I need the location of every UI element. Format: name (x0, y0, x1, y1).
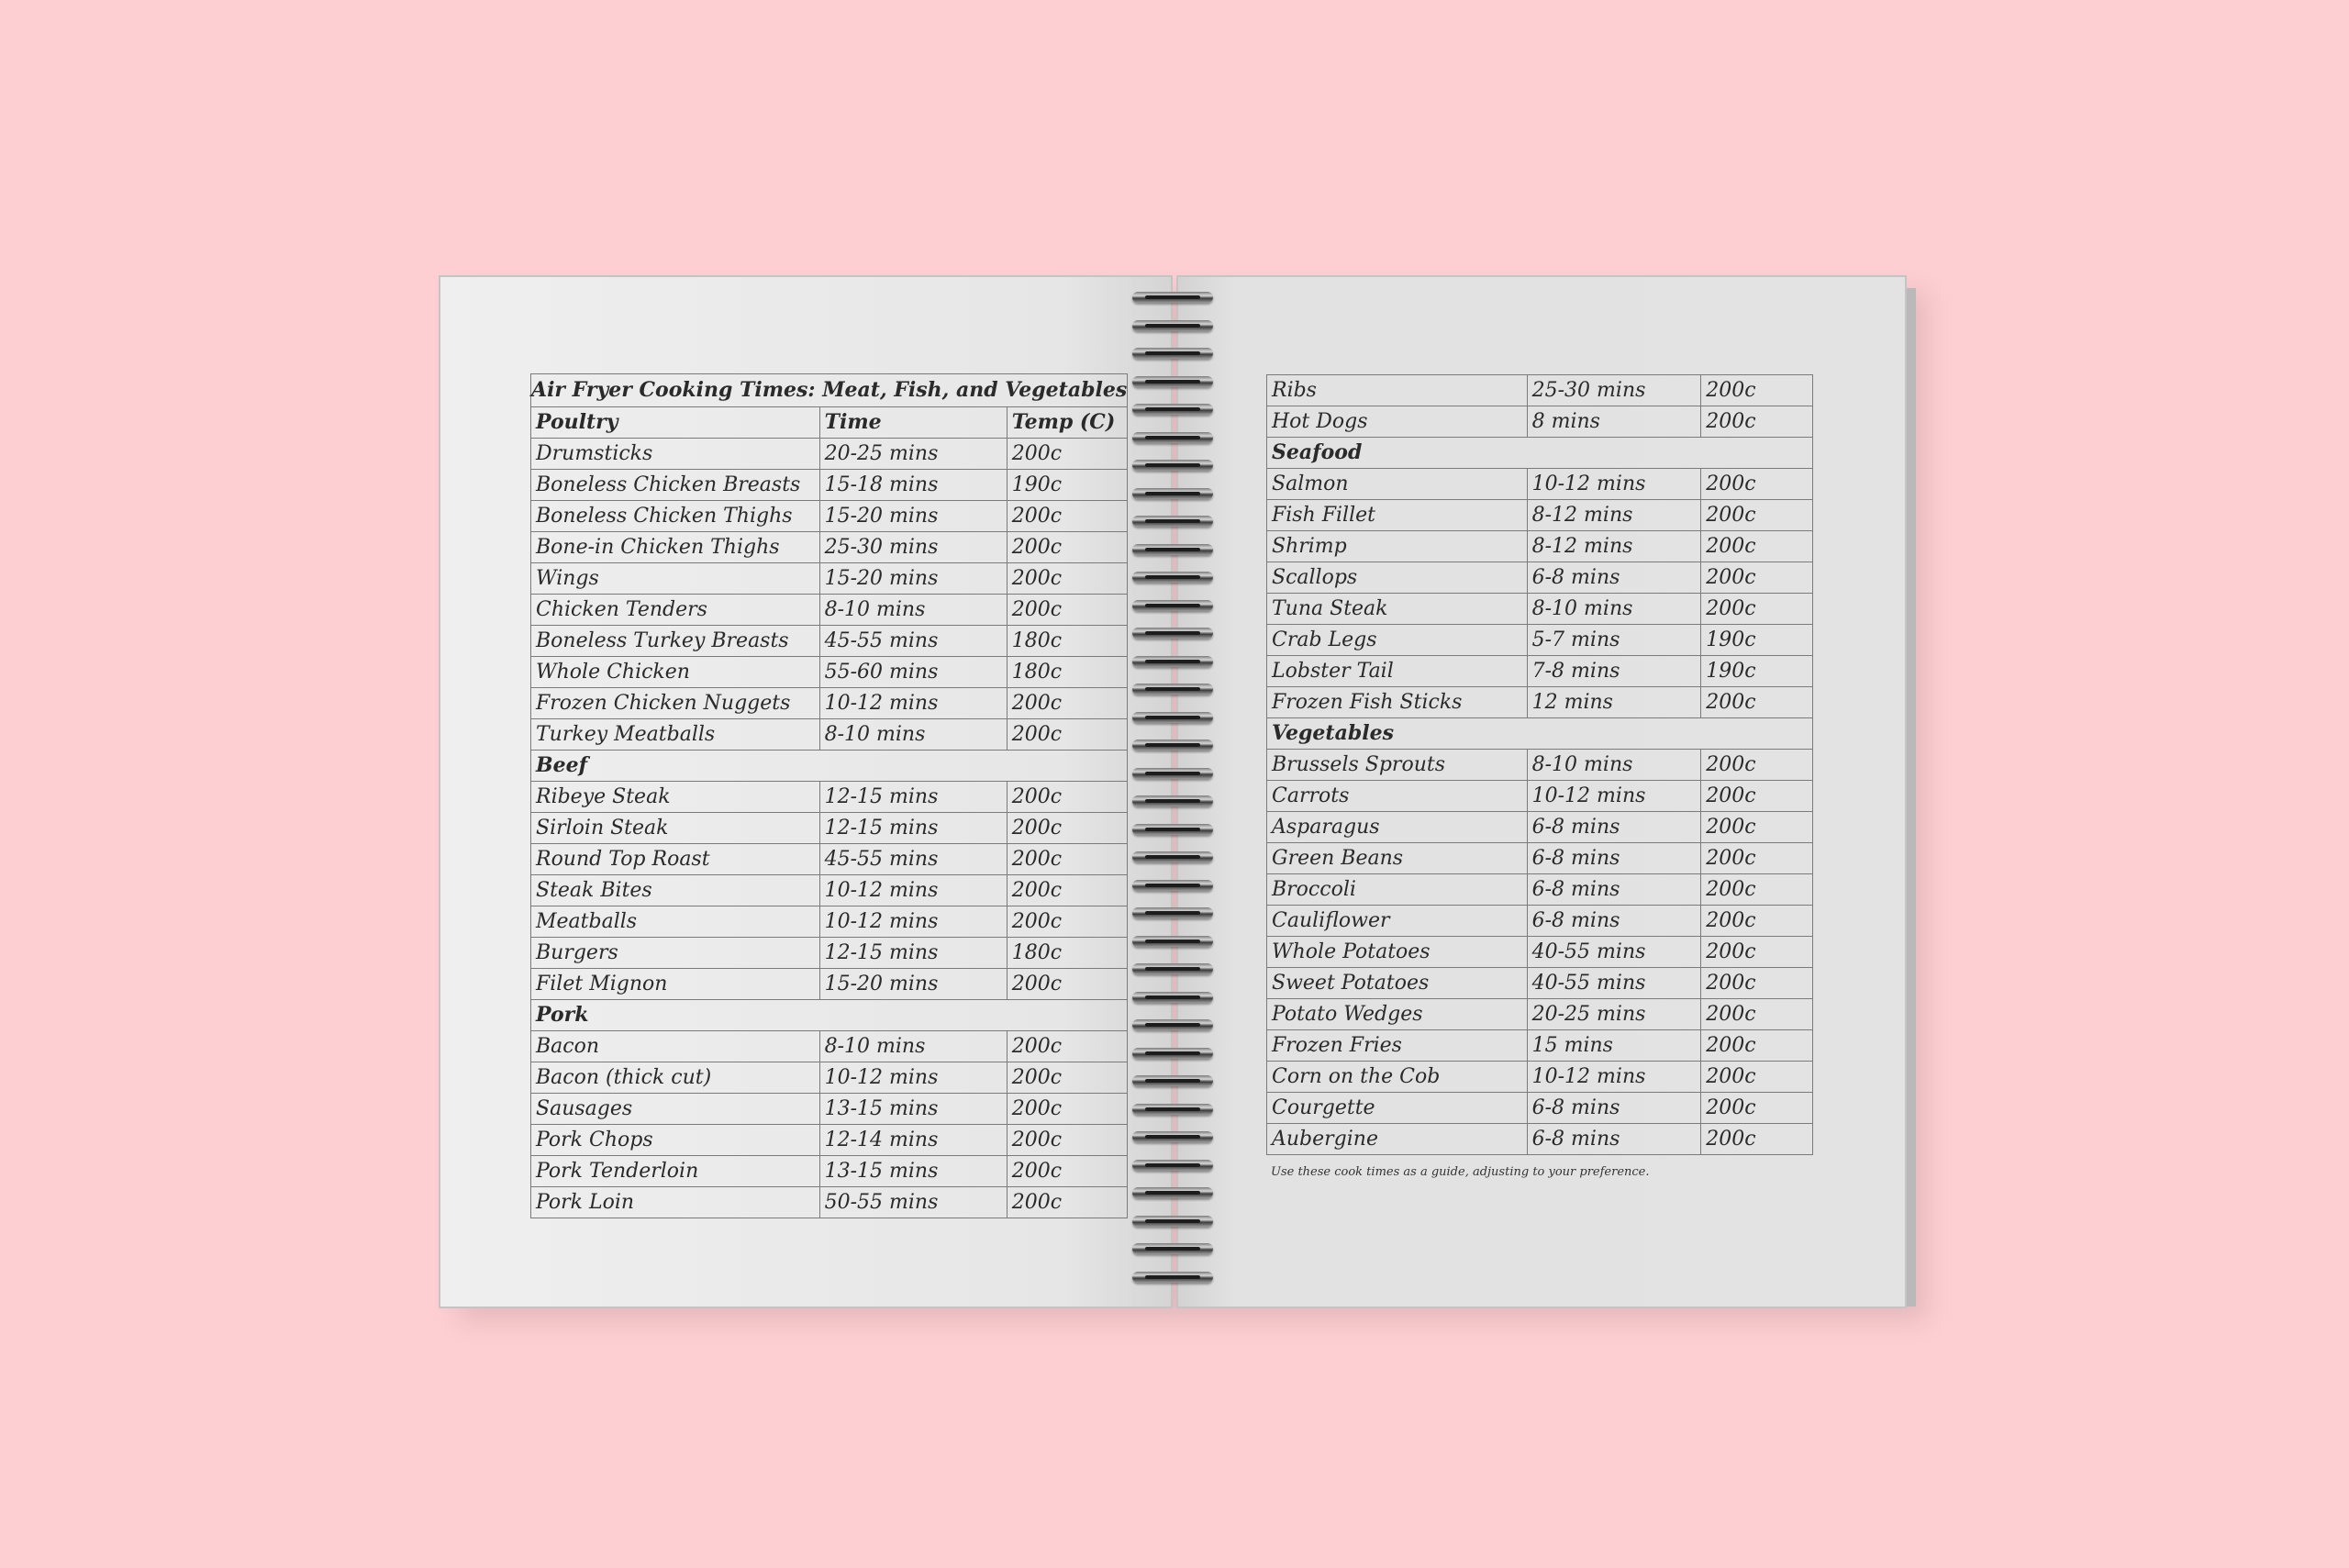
table-header-row (531, 407, 1128, 439)
table-row (531, 626, 1128, 657)
temperature-cell: 200c (1701, 843, 1813, 874)
cook-time-cell: 10-12 mins (819, 906, 1007, 938)
binding-ring (1132, 824, 1213, 835)
food-name-cell: Boneless Turkey Breasts (531, 626, 820, 657)
cook-time-cell: 12-15 mins (819, 938, 1007, 969)
cook-time-cell: 8-12 mins (1527, 531, 1701, 562)
table-row (531, 688, 1128, 719)
table-row (531, 501, 1128, 532)
binding-ring (1132, 516, 1213, 527)
food-name-cell: Bone-in Chicken Thighs (531, 532, 820, 563)
food-name-cell: Ribs (1267, 375, 1528, 406)
cook-time-cell: 10-12 mins (1527, 1062, 1701, 1093)
food-name-cell: Hot Dogs (1267, 406, 1528, 438)
table-row (1267, 656, 1813, 687)
temperature-cell: 200c (1007, 813, 1127, 844)
food-name-cell: Turkey Meatballs (531, 719, 820, 751)
cook-time-cell: 6-8 mins (1527, 812, 1701, 843)
cook-time-cell: 50-55 mins (819, 1187, 1007, 1218)
binding-ring (1132, 544, 1213, 555)
binding-ring (1132, 768, 1213, 779)
temperature-cell: 200c (1701, 906, 1813, 937)
section-title: Vegetables (1267, 718, 1813, 750)
food-name-cell: Frozen Fish Sticks (1267, 687, 1528, 718)
table-row (1267, 406, 1813, 438)
cook-time-cell: 8-12 mins (1527, 500, 1701, 531)
binding-ring (1132, 936, 1213, 947)
binding-ring (1132, 1160, 1213, 1171)
temperature-cell: 200c (1701, 687, 1813, 718)
temperature-cell: 200c (1701, 406, 1813, 438)
temperature-cell: 200c (1701, 531, 1813, 562)
table-row (1267, 999, 1813, 1030)
temperature-cell: 200c (1007, 1062, 1127, 1094)
cook-time-cell: 15-20 mins (819, 563, 1007, 595)
food-name-cell: Sirloin Steak (531, 813, 820, 844)
binding-ring (1132, 320, 1213, 331)
temperature-cell: 180c (1007, 626, 1127, 657)
section-header-row (531, 751, 1128, 782)
table-row (531, 1156, 1128, 1187)
section-title: Seafood (1267, 438, 1813, 469)
cook-time-cell: 7-8 mins (1527, 656, 1701, 687)
food-name-cell: Drumsticks (531, 439, 820, 470)
binding-ring (1132, 572, 1213, 583)
binding-ring (1132, 292, 1213, 303)
food-name-cell: Whole Chicken (531, 657, 820, 688)
spiral-binding (1132, 292, 1217, 1296)
binding-ring (1132, 992, 1213, 1003)
food-name-cell: Whole Potatoes (1267, 937, 1528, 968)
cook-time-cell: 10-12 mins (819, 875, 1007, 906)
binding-ring (1132, 963, 1213, 974)
table-row (531, 532, 1128, 563)
binding-ring (1132, 460, 1213, 471)
cook-time-cell: 15-20 mins (819, 969, 1007, 1000)
cook-time-cell: 12-15 mins (819, 782, 1007, 813)
cook-time-cell: 13-15 mins (819, 1094, 1007, 1125)
cook-time-cell: 20-25 mins (819, 439, 1007, 470)
temperature-cell: 200c (1007, 875, 1127, 906)
table-row (531, 470, 1128, 501)
temperature-cell: 200c (1701, 1062, 1813, 1093)
cook-time-cell: 15-20 mins (819, 501, 1007, 532)
temperature-cell: 200c (1007, 1156, 1127, 1187)
section-title: Beef (531, 751, 1128, 782)
temperature-cell: 200c (1701, 1093, 1813, 1124)
food-name-cell: Bacon (thick cut) (531, 1062, 820, 1094)
table-row (531, 813, 1128, 844)
binding-ring (1132, 656, 1213, 667)
temperature-cell: 200c (1701, 469, 1813, 500)
temperature-cell: 200c (1007, 1031, 1127, 1062)
table-title-row (531, 374, 1128, 407)
table-row (531, 1062, 1128, 1094)
temperature-cell: 200c (1007, 439, 1127, 470)
food-name-cell: Filet Mignon (531, 969, 820, 1000)
temperature-cell: 180c (1007, 938, 1127, 969)
section-header-row (1267, 438, 1813, 469)
food-name-cell: Sweet Potatoes (1267, 968, 1528, 999)
food-name-cell: Pork Loin (531, 1187, 820, 1218)
temperature-cell: 200c (1701, 594, 1813, 625)
table-row (1267, 812, 1813, 843)
cook-time-cell: 6-8 mins (1527, 562, 1701, 594)
food-name-cell: Tuna Steak (1267, 594, 1528, 625)
temperature-cell: 200c (1007, 844, 1127, 875)
temperature-cell: 200c (1007, 1094, 1127, 1125)
temperature-cell: 200c (1701, 968, 1813, 999)
binding-ring (1132, 1104, 1213, 1115)
temperature-cell: 200c (1701, 812, 1813, 843)
table-row (531, 563, 1128, 595)
table-row (531, 875, 1128, 906)
table-row (1267, 1030, 1813, 1062)
table-row (1267, 625, 1813, 656)
table-row (1267, 750, 1813, 781)
binding-ring (1132, 1075, 1213, 1086)
food-name-cell: Frozen Fries (1267, 1030, 1528, 1062)
temperature-cell: 200c (1701, 750, 1813, 781)
cooking-times-table-left (530, 373, 1128, 1218)
binding-ring (1132, 348, 1213, 359)
binding-ring (1132, 795, 1213, 806)
temperature-cell: 200c (1007, 532, 1127, 563)
binding-ring (1132, 740, 1213, 751)
binding-ring (1132, 404, 1213, 415)
food-name-cell: Aubergine (1267, 1124, 1528, 1155)
cook-time-cell: 20-25 mins (1527, 999, 1701, 1030)
temperature-cell: 200c (1701, 999, 1813, 1030)
food-name-cell: Crab Legs (1267, 625, 1528, 656)
binding-ring (1132, 600, 1213, 611)
cook-time-cell: 12-15 mins (819, 813, 1007, 844)
cook-time-cell: 45-55 mins (819, 844, 1007, 875)
temperature-cell: 200c (1007, 595, 1127, 626)
table-row (1267, 1124, 1813, 1155)
cook-time-cell: 15 mins (1527, 1030, 1701, 1062)
binding-ring (1132, 907, 1213, 918)
cook-time-cell: 15-18 mins (819, 470, 1007, 501)
food-name-cell: Sausages (531, 1094, 820, 1125)
table-row (1267, 375, 1813, 406)
binding-ring (1132, 1019, 1213, 1030)
table-row (1267, 469, 1813, 500)
food-name-cell: Broccoli (1267, 874, 1528, 906)
temperature-cell: 190c (1007, 470, 1127, 501)
food-name-cell: Pork Tenderloin (531, 1156, 820, 1187)
temperature-cell: 200c (1701, 937, 1813, 968)
binding-ring (1132, 432, 1213, 443)
binding-ring (1132, 712, 1213, 723)
right-table-body (1267, 375, 1813, 1155)
header-time: Time (819, 407, 1007, 439)
cook-time-cell: 25-30 mins (1527, 375, 1701, 406)
binding-ring (1132, 880, 1213, 891)
table-row (531, 782, 1128, 813)
food-name-cell: Cauliflower (1267, 906, 1528, 937)
cook-time-cell: 10-12 mins (819, 1062, 1007, 1094)
food-name-cell: Courgette (1267, 1093, 1528, 1124)
table-title: Air Fryer Cooking Times: Meat, Fish, and Vegetables (531, 374, 1128, 407)
binding-ring (1132, 684, 1213, 695)
food-name-cell: Scallops (1267, 562, 1528, 594)
binding-ring (1132, 1216, 1213, 1227)
header-temp: Temp (C) (1007, 407, 1127, 439)
temperature-cell: 180c (1007, 657, 1127, 688)
food-name-cell: Brussels Sprouts (1267, 750, 1528, 781)
food-name-cell: Ribeye Steak (531, 782, 820, 813)
temperature-cell: 190c (1701, 625, 1813, 656)
cook-time-cell: 10-12 mins (1527, 781, 1701, 812)
table-row (531, 1125, 1128, 1156)
table-row (1267, 1093, 1813, 1124)
food-name-cell: Green Beans (1267, 843, 1528, 874)
table-row (1267, 500, 1813, 531)
cook-time-cell: 40-55 mins (1527, 937, 1701, 968)
cook-time-cell: 25-30 mins (819, 532, 1007, 563)
temperature-cell: 200c (1701, 781, 1813, 812)
temperature-cell: 200c (1701, 874, 1813, 906)
food-name-cell: Salmon (1267, 469, 1528, 500)
table-row (531, 657, 1128, 688)
food-name-cell: Burgers (531, 938, 820, 969)
cook-time-cell: 8-10 mins (1527, 594, 1701, 625)
cook-time-cell: 5-7 mins (1527, 625, 1701, 656)
table-row (531, 844, 1128, 875)
cook-time-cell: 8-10 mins (1527, 750, 1701, 781)
temperature-cell: 200c (1007, 906, 1127, 938)
food-name-cell: Carrots (1267, 781, 1528, 812)
binding-ring (1132, 488, 1213, 499)
temperature-cell: 200c (1007, 688, 1127, 719)
table-row (1267, 937, 1813, 968)
table-row (1267, 594, 1813, 625)
cook-time-cell: 6-8 mins (1527, 1124, 1701, 1155)
table-row (531, 439, 1128, 470)
food-name-cell: Boneless Chicken Breasts (531, 470, 820, 501)
temperature-cell: 200c (1007, 1125, 1127, 1156)
table-row (531, 1094, 1128, 1125)
food-name-cell: Pork Chops (531, 1125, 820, 1156)
cook-time-cell: 8-10 mins (819, 595, 1007, 626)
table-row (1267, 906, 1813, 937)
table-row (1267, 687, 1813, 718)
food-name-cell: Fish Fillet (1267, 500, 1528, 531)
cook-time-cell: 8-10 mins (819, 1031, 1007, 1062)
temperature-cell: 200c (1701, 1030, 1813, 1062)
section-title: Pork (531, 1000, 1128, 1031)
table-row (531, 1187, 1128, 1218)
cook-time-cell: 40-55 mins (1527, 968, 1701, 999)
binding-ring (1132, 851, 1213, 862)
temperature-cell: 200c (1701, 1124, 1813, 1155)
food-name-cell: Chicken Tenders (531, 595, 820, 626)
cook-time-cell: 6-8 mins (1527, 1093, 1701, 1124)
temperature-cell: 200c (1007, 969, 1127, 1000)
binding-ring (1132, 1048, 1213, 1059)
temperature-cell: 200c (1007, 501, 1127, 532)
cook-time-cell: 6-8 mins (1527, 906, 1701, 937)
binding-ring (1132, 376, 1213, 387)
temperature-cell: 200c (1007, 1187, 1127, 1218)
food-name-cell: Meatballs (531, 906, 820, 938)
binding-ring (1132, 1131, 1213, 1142)
food-name-cell: Potato Wedges (1267, 999, 1528, 1030)
cook-time-cell: 6-8 mins (1527, 843, 1701, 874)
cook-time-cell: 10-12 mins (819, 688, 1007, 719)
food-name-cell: Steak Bites (531, 875, 820, 906)
table-row (1267, 1062, 1813, 1093)
table-row (1267, 781, 1813, 812)
footnote: Use these cook times as a guide, adjusting to your preference. (1271, 1165, 1650, 1179)
temperature-cell: 200c (1701, 562, 1813, 594)
temperature-cell: 190c (1701, 656, 1813, 687)
cook-time-cell: 8 mins (1527, 406, 1701, 438)
cook-time-cell: 10-12 mins (1527, 469, 1701, 500)
table-row (1267, 531, 1813, 562)
cooking-times-table-right (1266, 374, 1813, 1155)
cook-time-cell: 55-60 mins (819, 657, 1007, 688)
table-row (531, 906, 1128, 938)
food-name-cell: Boneless Chicken Thighs (531, 501, 820, 532)
food-name-cell: Asparagus (1267, 812, 1528, 843)
cook-time-cell: 6-8 mins (1527, 874, 1701, 906)
food-name-cell: Corn on the Cob (1267, 1062, 1528, 1093)
table-row (531, 719, 1128, 751)
food-name-cell: Lobster Tail (1267, 656, 1528, 687)
food-name-cell: Wings (531, 563, 820, 595)
cook-time-cell: 45-55 mins (819, 626, 1007, 657)
food-name-cell: Round Top Roast (531, 844, 820, 875)
table-row (531, 595, 1128, 626)
binding-ring (1132, 1187, 1213, 1198)
header-poultry: Poultry (531, 407, 820, 439)
table-row (531, 938, 1128, 969)
binding-ring (1132, 1243, 1213, 1254)
table-row (1267, 874, 1813, 906)
table-row (1267, 843, 1813, 874)
temperature-cell: 200c (1701, 500, 1813, 531)
left-table-body (531, 439, 1128, 1218)
table-row (531, 969, 1128, 1000)
temperature-cell: 200c (1007, 563, 1127, 595)
food-name-cell: Bacon (531, 1031, 820, 1062)
table-row (531, 1031, 1128, 1062)
table-row (1267, 968, 1813, 999)
cook-time-cell: 12-14 mins (819, 1125, 1007, 1156)
cook-time-cell: 12 mins (1527, 687, 1701, 718)
temperature-cell: 200c (1007, 719, 1127, 751)
cook-time-cell: 13-15 mins (819, 1156, 1007, 1187)
food-name-cell: Frozen Chicken Nuggets (531, 688, 820, 719)
temperature-cell: 200c (1007, 782, 1127, 813)
table-row (1267, 562, 1813, 594)
food-name-cell: Shrimp (1267, 531, 1528, 562)
section-header-row (531, 1000, 1128, 1031)
section-header-row (1267, 718, 1813, 750)
binding-ring (1132, 1272, 1213, 1283)
binding-ring (1132, 628, 1213, 639)
cook-time-cell: 8-10 mins (819, 719, 1007, 751)
temperature-cell: 200c (1701, 375, 1813, 406)
